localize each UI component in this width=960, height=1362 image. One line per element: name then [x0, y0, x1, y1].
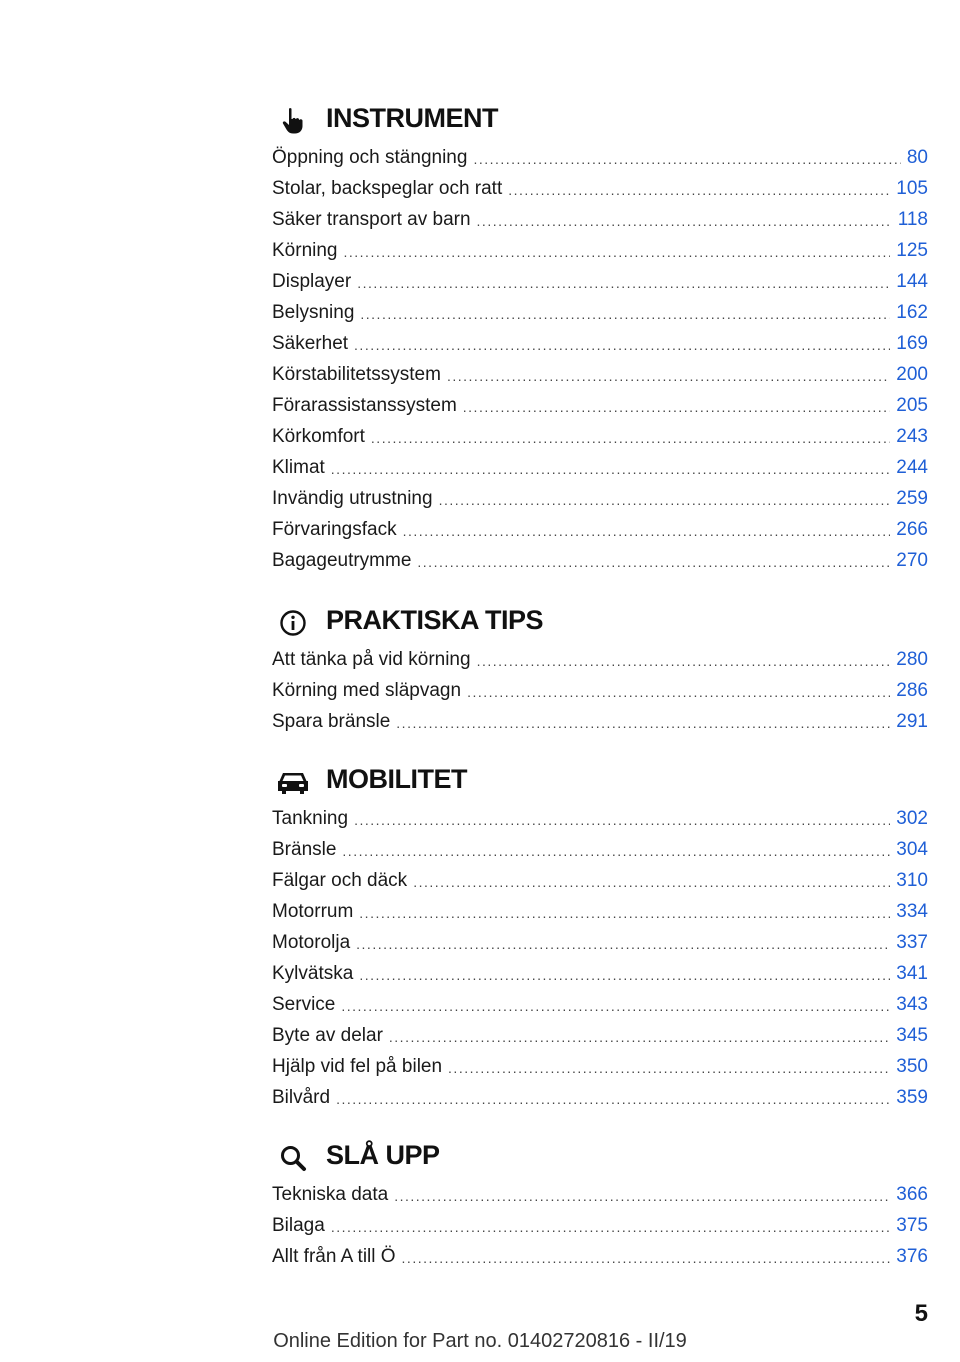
toc-entry-label[interactable]: Körkomfort [272, 426, 365, 447]
dot-leader [359, 960, 890, 991]
toc-entry[interactable] [272, 1051, 928, 1082]
toc-entry-page-link[interactable]: 169 [896, 333, 928, 354]
toc-entry-page-link[interactable]: 243 [896, 426, 928, 447]
section-title: MOBILITET [326, 764, 467, 794]
toc-entry[interactable] [272, 803, 928, 834]
toc-entry-page-link[interactable]: 244 [896, 457, 928, 478]
toc-entry-label[interactable]: Motorrum [272, 901, 354, 922]
dot-leader [336, 1084, 890, 1115]
section-title: SLÅ UPP [326, 1140, 440, 1170]
toc-entry-page-link[interactable]: 259 [896, 488, 928, 509]
toc-list [272, 1179, 928, 1272]
toc-entry-page-link[interactable]: 337 [896, 932, 928, 953]
toc-entry-page-link[interactable]: 125 [896, 240, 928, 261]
toc-entry-label[interactable]: Tankning [272, 808, 349, 829]
dot-leader [448, 1053, 890, 1084]
toc-entry-label[interactable]: Fälgar och däck [272, 870, 408, 891]
toc-entry-label[interactable]: Tekniska data [272, 1184, 389, 1205]
toc-entry-page-link[interactable]: 286 [896, 680, 928, 701]
section-praktiska-tips [272, 600, 928, 737]
toc-entry-label[interactable]: Körning [272, 240, 338, 261]
dot-leader [359, 898, 890, 929]
toc-entry-label[interactable]: Spara bränsle [272, 711, 391, 732]
toc-entry-page-link[interactable]: 144 [896, 271, 928, 292]
toc-entry[interactable] [272, 865, 928, 896]
hand-pointer-icon [274, 104, 312, 138]
toc-entry[interactable] [272, 173, 928, 204]
toc-entry[interactable] [272, 297, 928, 328]
toc-entry-page-link[interactable]: 118 [897, 209, 928, 230]
dot-leader [341, 991, 890, 1022]
dot-leader [389, 1022, 890, 1053]
toc-entry-label[interactable]: Att tänka på vid körning [272, 649, 471, 670]
toc-entry[interactable] [272, 958, 928, 989]
toc-entry-label[interactable]: Bilaga [272, 1215, 325, 1236]
section-header [272, 98, 928, 142]
toc-entry-label[interactable]: Byte av delar [272, 1025, 383, 1046]
toc-entry-page-link[interactable]: 162 [896, 302, 928, 323]
toc-entry[interactable] [272, 675, 928, 706]
dot-leader [463, 392, 891, 423]
toc-entry[interactable] [272, 421, 928, 452]
toc-entry[interactable] [272, 235, 928, 266]
toc-entry-label[interactable]: Service [272, 994, 336, 1015]
dot-leader [331, 1212, 890, 1243]
dot-leader [402, 1243, 891, 1274]
footer-edition: Online Edition for Part no. 01402720816 - II/19 [273, 1330, 687, 1352]
toc-entry[interactable] [272, 1179, 928, 1210]
toc-entry-label[interactable]: Körning med släpvagn [272, 680, 462, 701]
toc-entry[interactable] [272, 452, 928, 483]
toc-entry-label[interactable]: Kylvätska [272, 963, 354, 984]
toc-entry-page-link[interactable]: 270 [896, 550, 928, 571]
dot-leader [331, 454, 891, 485]
toc-entry-page-link[interactable]: 304 [896, 839, 928, 860]
dot-leader [413, 867, 890, 898]
dot-leader [439, 485, 891, 516]
dot-leader [467, 677, 890, 708]
toc-entry-label[interactable]: Hjälp vid fel på bilen [272, 1056, 443, 1077]
dot-leader [360, 299, 890, 330]
toc-entry[interactable] [272, 1210, 928, 1241]
toc-entry-page-link[interactable]: 343 [896, 994, 928, 1015]
toc-entry-page-link[interactable]: 375 [896, 1215, 928, 1236]
dot-leader [354, 330, 890, 361]
toc-entry-page-link[interactable]: 266 [896, 519, 928, 540]
toc-entry-label[interactable]: Öppning och stängning [272, 147, 468, 168]
section-header [272, 759, 928, 803]
dot-leader [371, 423, 890, 454]
toc-entry-page-link[interactable]: 359 [896, 1087, 928, 1108]
toc-entry-page-link[interactable]: 291 [896, 711, 928, 732]
dot-leader [447, 361, 890, 392]
dot-leader [356, 929, 890, 960]
toc-entry-page-link[interactable]: 350 [896, 1056, 928, 1077]
toc-entry-label[interactable]: Förarassistanssystem [272, 395, 457, 416]
toc-entry[interactable] [272, 328, 928, 359]
section-title: PRAKTISKA TIPS [326, 605, 544, 635]
toc-entry[interactable] [272, 359, 928, 390]
toc-entry-page-link[interactable]: 345 [896, 1025, 928, 1046]
toc-entry[interactable] [272, 706, 928, 737]
toc-entry-label[interactable]: Allt från A till Ö [272, 1246, 396, 1267]
toc-entry[interactable] [272, 142, 928, 173]
dot-leader [477, 206, 892, 237]
toc-entry[interactable] [272, 644, 928, 675]
toc-entry-label[interactable]: Bränsle [272, 839, 337, 860]
toc-entry-label[interactable]: Säker transport av barn [272, 209, 471, 230]
toc-entry[interactable] [272, 989, 928, 1020]
toc-entry-page-link[interactable]: 205 [896, 395, 928, 416]
toc-entry[interactable] [272, 927, 928, 958]
section-title: INSTRUMENT [326, 103, 498, 133]
car-front-icon [274, 765, 312, 799]
section-instrument [272, 98, 928, 576]
toc-entry-page-link[interactable]: 366 [896, 1184, 928, 1205]
toc-entry-label[interactable]: Bilvård [272, 1087, 331, 1108]
toc-entry[interactable] [272, 390, 928, 421]
toc-entry-page-link[interactable]: 310 [896, 870, 928, 891]
section-sla-upp [272, 1135, 928, 1272]
section-header [272, 600, 928, 644]
toc-entry-page-link[interactable]: 105 [896, 178, 928, 199]
toc-entry-label[interactable]: Stolar, backspeglar och ratt [272, 178, 503, 199]
toc-entry-page-link[interactable]: 302 [896, 808, 928, 829]
toc-list [272, 644, 928, 737]
toc-entry-label[interactable]: Belysning [272, 302, 355, 323]
toc-entry[interactable] [272, 1082, 928, 1113]
dot-leader [342, 836, 890, 867]
toc-entry-label[interactable]: Displayer [272, 271, 352, 292]
toc-entry[interactable] [272, 1241, 928, 1272]
toc-entry[interactable] [272, 545, 928, 576]
dot-leader [354, 805, 890, 836]
dot-leader [508, 175, 890, 206]
dot-leader [394, 1181, 890, 1212]
toc-entry-label[interactable]: Körstabilitetssystem [272, 364, 441, 385]
toc-entry-label[interactable]: Motorolja [272, 932, 351, 953]
toc-entry-page-link[interactable]: 341 [896, 963, 928, 984]
dot-leader [417, 547, 890, 578]
toc-entry-page-link[interactable]: 80 [906, 147, 928, 168]
magnifier-icon [274, 1141, 312, 1175]
section-mobilitet [272, 759, 928, 1113]
page-number: 5 [914, 1300, 928, 1327]
toc-entry-page-link[interactable]: 280 [896, 649, 928, 670]
toc-entry[interactable] [272, 514, 928, 545]
toc-entry[interactable] [272, 1020, 928, 1051]
dot-leader [396, 708, 890, 739]
toc-list [272, 142, 928, 576]
toc-entry[interactable] [272, 204, 928, 235]
toc-list [272, 803, 928, 1113]
toc-entry-label[interactable]: Klimat [272, 457, 325, 478]
toc-entry-label[interactable]: Säkerhet [272, 333, 349, 354]
toc-entry-label[interactable]: Förvaringsfack [272, 519, 397, 540]
toc-entry-label[interactable]: Bagageutrymme [272, 550, 412, 571]
dot-leader [403, 516, 891, 547]
toc-entry-label[interactable]: Invändig utrustning [272, 488, 433, 509]
dot-leader [477, 646, 891, 677]
toc-entry-page-link[interactable]: 200 [896, 364, 928, 385]
dot-leader [344, 237, 891, 268]
toc-entry[interactable] [272, 896, 928, 927]
toc-entry-page-link[interactable]: 334 [896, 901, 928, 922]
dot-leader [473, 144, 900, 175]
dot-leader [357, 268, 890, 299]
toc-entry[interactable] [272, 266, 928, 297]
info-circle-icon [274, 606, 312, 640]
toc-entry-page-link[interactable]: 376 [896, 1246, 928, 1267]
section-header [272, 1135, 928, 1179]
toc-entry[interactable] [272, 483, 928, 514]
toc-entry[interactable] [272, 834, 928, 865]
